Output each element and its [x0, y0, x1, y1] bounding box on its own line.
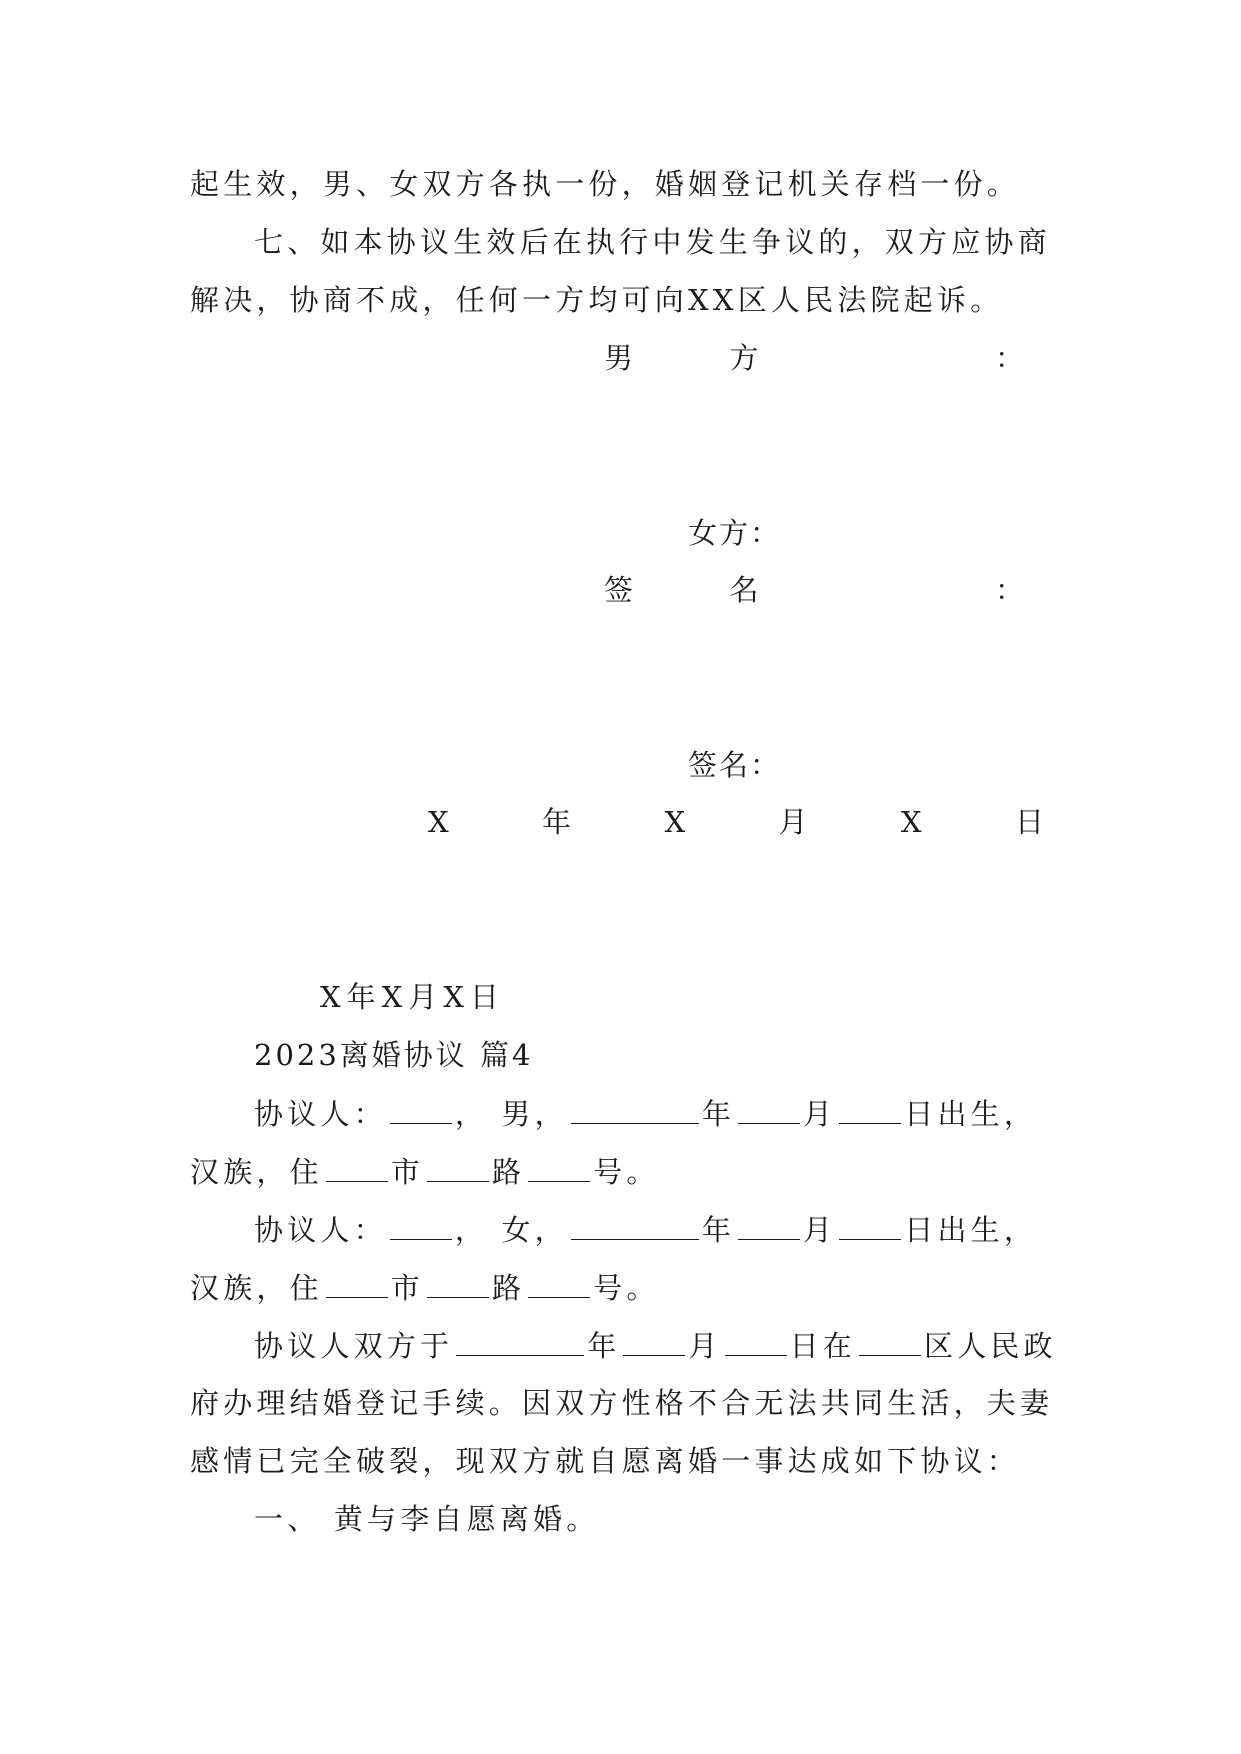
text-segment: 协议人： [254, 1213, 387, 1247]
signature-label: 签名： [688, 748, 782, 782]
text-segment: 汉族，住 [190, 1271, 323, 1305]
text-segment: 年 [587, 1329, 621, 1363]
text-segment: 汉族，住 [190, 1155, 323, 1189]
text-segment: 月 [688, 1329, 722, 1363]
agreement-item-1: 一、 黄与李自愿离婚。 [254, 1502, 600, 1536]
text-segment: ， 女， [454, 1213, 568, 1247]
blank-field [839, 1209, 901, 1240]
blank-field [528, 1267, 590, 1298]
text-segment: 协议人： [254, 1097, 387, 1131]
text-segment: 路 [492, 1271, 526, 1305]
text-line: 府办理结婚登记手续。因双方性格不合无法共同生活，夫妻 [190, 1386, 1054, 1420]
date-part: 日 [1014, 805, 1044, 839]
date-part: X [428, 805, 449, 839]
text-segment: 市 [390, 1271, 425, 1305]
label-char: 方 [729, 341, 759, 375]
party-male-line-1 [254, 1093, 1055, 1133]
text-segment: 协议人双方于 [254, 1329, 454, 1363]
blank-field [859, 1325, 921, 1356]
label-char: ： [994, 341, 1024, 375]
date-part: X [900, 805, 922, 839]
text-segment: 号。 [593, 1155, 660, 1189]
party-male-line-2 [190, 1151, 1055, 1191]
blank-field [326, 1267, 388, 1298]
text-segment: 号。 [593, 1271, 660, 1305]
male-party-label [604, 338, 1024, 378]
section-title: 2023离婚协议 篇4 [254, 1038, 534, 1072]
text-segment: 市 [390, 1155, 425, 1189]
label-char: ： [994, 573, 1024, 607]
date-part: 年 [542, 805, 572, 839]
blank-field [390, 1093, 452, 1124]
text-segment: 区人民政 [924, 1329, 1057, 1363]
blank-field [738, 1093, 800, 1124]
blank-field [571, 1093, 699, 1124]
signature-label-spread [604, 570, 1024, 610]
text-segment: 月 [803, 1213, 837, 1247]
party-female-line-1 [254, 1209, 1055, 1249]
female-party-label: 女方： [688, 516, 782, 550]
text-segment: ， 男， [454, 1097, 568, 1131]
blank-field [390, 1209, 452, 1240]
blank-field [326, 1151, 388, 1182]
text-line: 起生效，男、女双方各执一份，婚姻登记机关存档一份。 [190, 167, 1021, 201]
text-segment: 年 [701, 1097, 736, 1131]
text-segment: 日出生， [904, 1097, 1038, 1131]
blank-field [427, 1267, 489, 1298]
text-line: 解决，协商不成，任何一方均可向XX区人民法院起诉。 [190, 283, 1004, 317]
blank-field [623, 1325, 685, 1356]
blank-field [725, 1325, 787, 1356]
text-segment: 日在 [789, 1329, 857, 1363]
text-segment: 月 [803, 1097, 837, 1131]
blank-field [427, 1151, 489, 1182]
label-char: 名 [729, 573, 759, 607]
text-line: 七、如本协议生效后在执行中发生争议的，双方应协商 [254, 225, 1051, 259]
date-part: X [664, 805, 686, 839]
blank-field [456, 1325, 584, 1356]
text-segment: 日出生， [904, 1213, 1038, 1247]
date-part: 月 [778, 805, 808, 839]
marriage-registration-line-1 [254, 1325, 1055, 1365]
text-segment: 年 [701, 1213, 736, 1247]
blank-field [528, 1151, 590, 1182]
blank-field [839, 1093, 901, 1124]
label-char: 签 [604, 573, 634, 607]
blank-field [738, 1209, 800, 1240]
text-segment: 路 [492, 1155, 526, 1189]
date-line: X年X月X日 [320, 980, 505, 1014]
text-line: 感情已完全破裂，现双方就自愿离婚一事达成如下协议： [190, 1444, 1021, 1478]
date-spread [428, 802, 1044, 842]
party-female-line-2 [190, 1267, 1055, 1307]
label-char: 男 [604, 341, 634, 375]
blank-field [571, 1209, 699, 1240]
